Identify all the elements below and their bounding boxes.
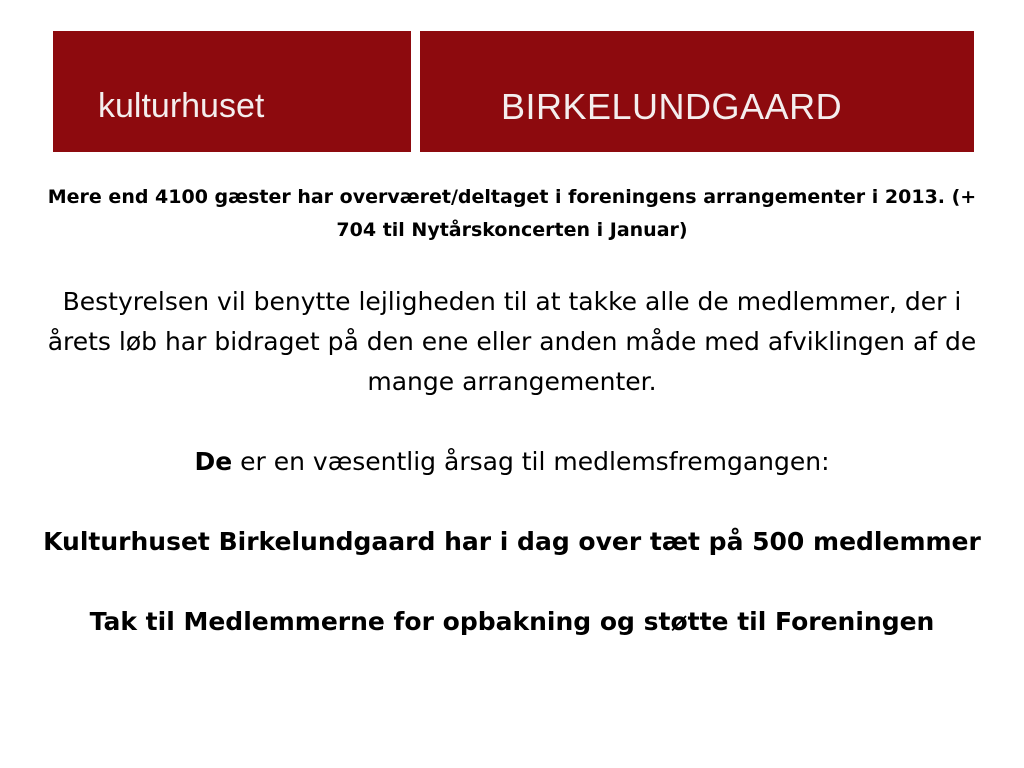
intro-statement: Mere end 4100 gæster har overværet/deltaget i foreningens arrangementer i 2013. (+ 704 til Nytårskoncerten i Januar) [47,186,977,241]
birkelundgaard-logo: BIRKELUNDGAARD [501,86,843,127]
banner-divider [411,31,420,152]
kulturhuset-logo: kulturhuset [98,87,265,125]
thanks-paragraph: Bestyrelsen vil benytte lejligheden til at takke alle de medlemmer, der i årets løb har bidraget på den ene eller anden måde med afviklingen af de mange arrangementer. [47,287,977,396]
banner-right-panel [420,31,974,152]
cause-paragraph [40,442,984,482]
members-paragraph: Kulturhuset Birkelundgaard har i dag over tæt på 500 medlemmer [43,527,981,556]
banner-left-panel [53,31,411,152]
cause-text: er en væsentlig årsag til medlemsfremgangen: [232,447,830,476]
closing-paragraph: Tak til Medlemmerne for opbakning og støtte til Foreningen [89,607,935,636]
header-banner [53,31,974,152]
spacer [40,482,984,522]
spacer [40,562,984,602]
spacer [40,402,984,442]
cause-bold-word: De [194,447,233,476]
slide-body [40,282,984,642]
